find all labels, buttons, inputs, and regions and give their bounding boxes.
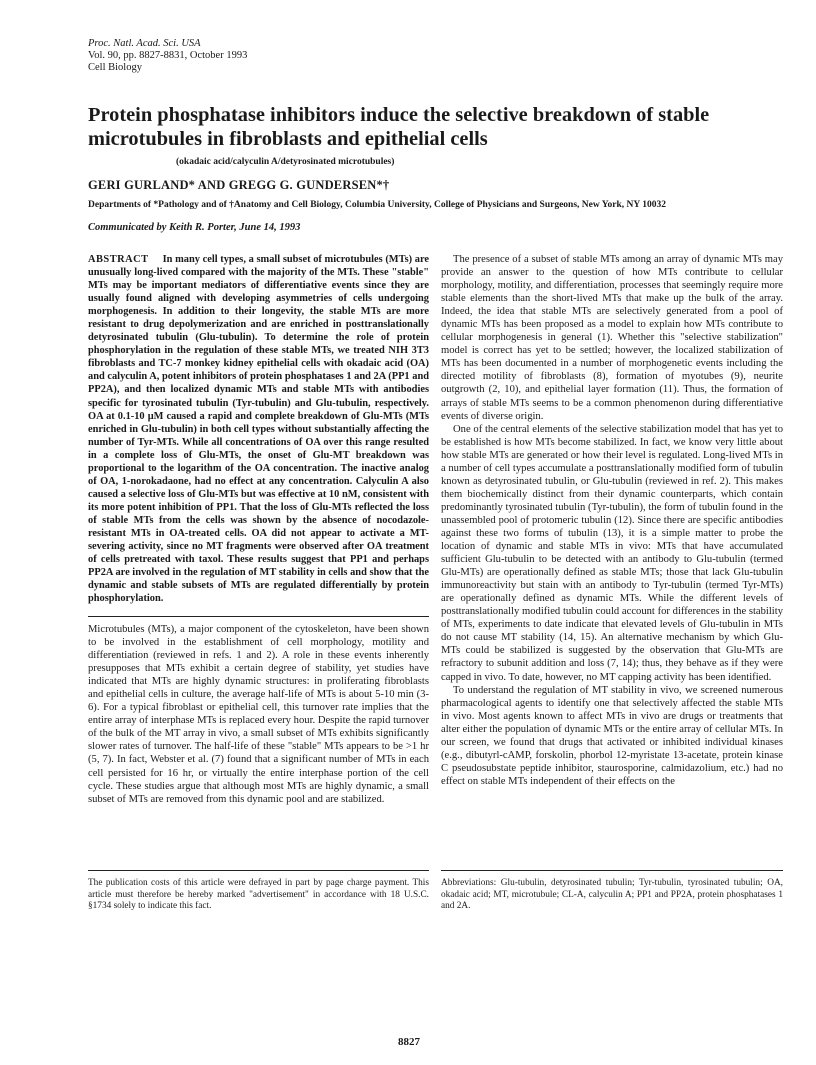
journal-name: Proc. Natl. Acad. Sci. USA — [88, 38, 201, 49]
article-title: Protein phosphatase inhibitors induce the selective breakdown of stable microtubules in fibroblasts and epithelial cells — [88, 104, 710, 150]
right-column-body — [441, 253, 783, 788]
page-number: 8827 — [398, 1036, 420, 1048]
keywords: (okadaic acid/calyculin A/detyrosinated microtubules) — [176, 157, 395, 167]
journal-volume: Vol. 90, pp. 8827-8831, October 1993 — [88, 50, 248, 61]
footnote-divider-left — [88, 870, 429, 871]
right-paragraph-3: To understand the regulation of MT stability in vivo, we screened numerous pharmacological agents to identify one that selectively affected the stable MTs in vivo. Most agents known to affect MTs in vivo are drugs or treatments that alter either the population of dynamic MTs or the entire array of cellular MTs. In our screen, we found that drugs that activated or inhibited individual kinases (e.g., dibutyrl-cAMP, forskolin, phorbol 12-myristate 13-acetate, protein kinase C pseudosubstate peptide inhibitor, staurosporine, calmidazolium, etc.) had no effect on stable MTs independent of their effects on the — [441, 684, 783, 787]
abstract-divider — [88, 616, 429, 617]
right-paragraph-1: The presence of a subset of stable MTs among an array of dynamic MTs may provide an answer to the question of how MTs contribute to cellular morphology, motility, and differentiation, processes that seemingly require more stable elements than the short-lived MTs that make up the bulk of the array. Indeed, the idea that stable MTs are selectively generated from a pool of dynamic MTs has been proposed as a model to explain how MTs contribute to cellular morphogenesis in general (1). Whether this "selective stabilization" model is correct has yet to be settled; however, the localized stabilization of MTs has been documented in a number of morphogenetic events including the directed motility of fibroblasts (8), formation of myotubes (9), neurite outgrowth (2, 10), and epithelial layer formation (11). Thus, the formation of arrays of stable MTs seems to be a common phenomenon during differentiative events of diverse origin. — [441, 254, 783, 422]
authors: GERI GURLAND* AND GREGG G. GUNDERSEN*† — [88, 178, 390, 192]
abstract-text: In many cell types, a small subset of microtubules (MTs) are unusually long-lived compared with the majority of the MTs. These "stable" MTs may be important mediators of differentiative events since they are usually found aligned with developing asymmetries of cells undergoing morphogenesis. In addition to their longevity, the stable MTs are more resistant to drug depolymerization and are enriched in posttranslationally detyrosinated tubulin (Glu-tubulin). To determine the role of protein phosphorylation in the regulation of these stable MTs, we treated NIH 3T3 fibroblasts and TC-7 monkey kidney epithelial cells with okadaic acid (OA) and calyculin A, potent inhibitors of protein phosphatases 1 and 2A (PP1 and PP2A), and then localized dynamic MTs and stable MTs with antibodies specific for tyrosinated tubulin (Tyr-tubulin) and Glu-tubulin, respectively. OA at 0.1-10 μM caused a rapid and complete breakdown of Glu-MTs (MTs enriched in Glu-tubulin) in both cell types without substantially affecting the number of Tyr-MTs. While all concentrations of OA over this range resulted in a complete loss of Glu-MTs, the onset of Glu-MT breakdown was proportional to the logarithm of the OA concentration. The inactive analog of OA, 1-norokadaone, had no effect at any concentration. Calyculin A also caused a selective loss of Glu-MTs but was effective at 10 nM, consistent with its more potent inhibition of PP1. That the loss of Glu-MTs reflected the loss of stable MTs from the cells was shown by the absence of nocodazole-resistant MTs in OA-treated cells. OA did not appear to activate a MT-severing activity, since no MT fragments were observed after OA treatment of cells pretreated with taxol. These results suggest that PP1 and perhaps PP2A are involved in the regulation of MT stability in cells and show that the dynamic and stable subsets of MTs are regulated differentially by protein phosphorylation. — [88, 254, 429, 605]
abstract-heading: ABSTRACT — [88, 254, 149, 265]
right-paragraph-2: One of the central elements of the selective stabilization model that has yet to be established is how MTs become stabilized. In fact, we know very little about how stable MTs are generated or how their level is regulated. Long-lived MTs in a number of cell types accumulate a posttranslationally modified form of tubulin known as detyrosinated tubulin, or Glu-tubulin (reviewed in ref. 2). This makes them biochemically distinct from their dynamic counterparts, which contain predominantly tyrosinated tubulin (Tyr-tubulin), the form of tubulin found in the unassembled pool of protomeric tubulin (12). Since there are specific antibodies against these two forms of tubulin (13), it is a simple matter to probe the location of dynamic and stable MTs in vivo: MTs that have accumulated sufficient Glu-tubulin to be detected with an antibody to Glu-tubulin (termed Glu-MTs) are operationally defined as stable MTs; those that lack Glu-tubulin immunoreactivity but stain with an antibody to Tyr-tubulin (termed Tyr-MTs) are operationally defined as dynamic MTs. While the different levels of posttranslationally modified tubulin could account for differences in the stability of MTs, experiments to date indicate that elevated levels of Glu-tubulin in MTs do not cause MT stability (14, 15). An alternative mechanism by which Glu-MTs could be stabilized is suggested by the observation that Glu-MTs are refractory to subunit addition and loss (7, 14); thus, they behave as if they were capped in vivo. To date, however, no MT capping activity has been identified. — [441, 423, 783, 683]
journal-header — [88, 38, 247, 74]
affiliations: Departments of *Pathology and of †Anatomy and Cell Biology, Columbia University, College of Physicians and Surgeons, New York, NY 10032 — [88, 200, 667, 210]
footnote-publication-costs: The publication costs of this article were defrayed in part by page charge payment. This article must therefore be hereby marked "advertisement" in accordance with 18 U.S.C. §1734 solely to indicate this fact. — [88, 878, 429, 911]
abstract — [88, 253, 429, 605]
left-column-body — [88, 623, 429, 806]
journal-section: Cell Biology — [88, 62, 142, 73]
communicated-by: Communicated by Keith R. Porter, June 14, 1993 — [88, 222, 301, 233]
footnote-abbreviations: Abbreviations: Glu-tubulin, detyrosinated tubulin; Tyr-tubulin, tyrosinated tubulin; OA, okadaic acid; MT, microtubule; CL-A, calyculin A; PP1 and PP2A, protein phosphatases 1 and 2A. — [441, 878, 783, 911]
footnote-divider-right — [441, 870, 783, 871]
left-paragraph: Microtubules (MTs), a major component of the cytoskeleton, have been shown to be involved in the establishment of cell morphology, motility and differentiation (reviewed in refs. 1 and 2). A role in these events inherently presupposes that MTs exhibit a certain degree of stability, yet studies have indicated that MTs are highly dynamic structures: in proliferating fibroblasts and epithelial cells in culture, the average half-life of MTs is about 5-10 min (3-6). For a typical fibroblast or epithelial cell, this turnover rate implies that the entire array of interphase MTs is replaced every hour. Despite the rapid turnover of the bulk of the MT array in vivo, a small subset of MTs exhibits significantly slower rates of turnover. The half-life of these "stable" MTs appears to be >1 hr (5, 7). In fact, Webster et al. (7) found that a significant number of MTs in each cell persisted for 16 hr, or virtually the entire interphase portion of the cell cycle. These studies argue that although most MTs are highly dynamic, a small subset of MTs are removed from this dynamic pool and are stabilized. — [88, 624, 429, 805]
